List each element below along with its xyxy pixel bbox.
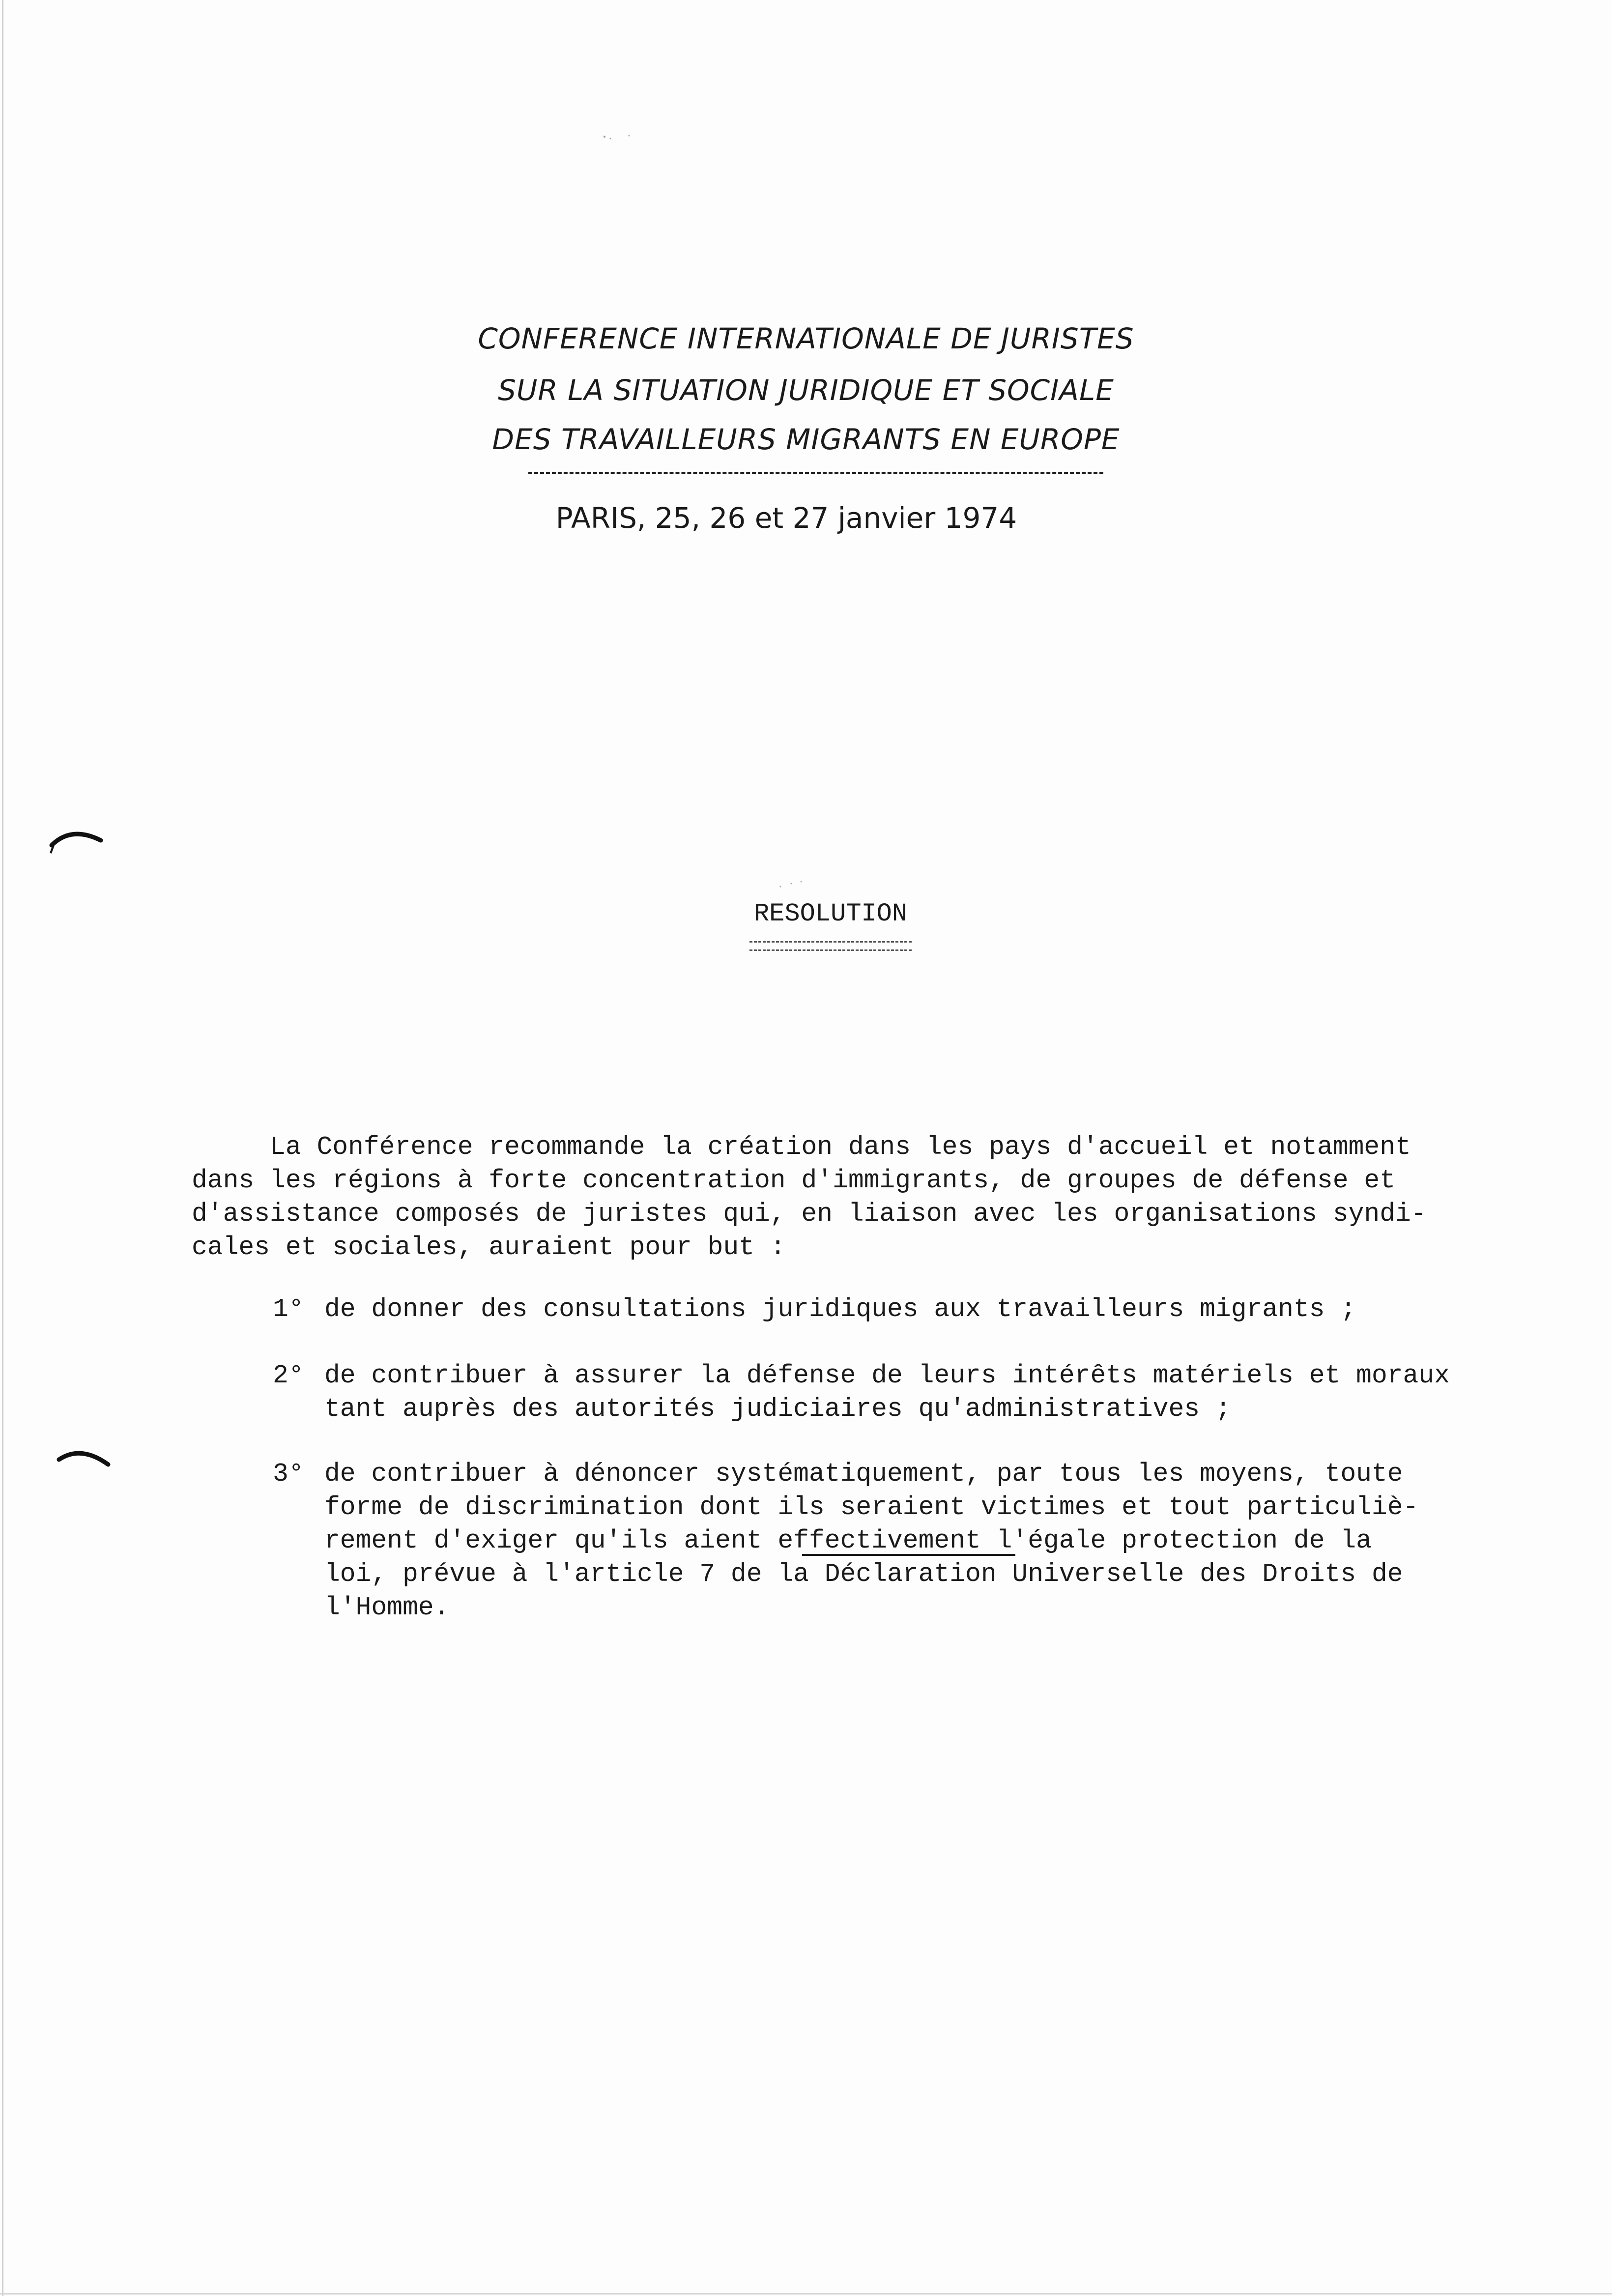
punch-hole-mark (47, 826, 106, 855)
list-item-text: de contribuer à dénoncer systématiquement, par tous les moyens, toute forme de discrimination dont ils seraient victimes et tout particuliè- rement d'exiger qu'ils aient effectivement l'égale protection de la loi, prévue à l'article 7 de la Déclaration Universelle des Droits de l'Homme. (324, 1459, 1419, 1622)
resolution-heading: RESOLUTION (753, 899, 908, 928)
scan-left-edge (2, 0, 3, 2296)
list-item-number: 2° (273, 1361, 304, 1390)
conference-title-line-2: SUR LA SITUATION JURIDIQUE ET SOCIALE (498, 373, 1114, 407)
header-dashed-rule (528, 472, 1103, 474)
scan-bottom-edge (0, 2293, 1612, 2295)
scan-specks (777, 880, 806, 890)
list-item-number: 3° (273, 1459, 304, 1489)
intro-paragraph: La Conférence recommande la création dans les pays d'accueil et notamment dans les régions à forte concentration d'immigrants, de groupes de défense et d'assistance composés de juristes qui, en liaison avec les organisations syndi- cales et sociales, auraient pour but : (192, 1132, 1427, 1262)
list-item-number: 1° (273, 1294, 304, 1324)
conference-title-line-1: CONFERENCE INTERNATIONALE DE JURISTES (478, 322, 1134, 355)
conference-title-line-3: DES TRAVAILLEURS MIGRANTS EN EUROPE (492, 423, 1120, 456)
list-item-text: de donner des consultations juridiques aux travailleurs migrants ; (324, 1294, 1356, 1324)
punch-hole-mark (54, 1445, 113, 1474)
list-item-text: de contribuer à assurer la défense de leurs intérêts matériels et moraux tant auprès des autorités judiciaires qu'administratives ; (324, 1361, 1450, 1424)
resolution-double-underline (749, 941, 912, 951)
conference-date: PARIS, 25, 26 et 27 janvier 1974 (555, 501, 1017, 535)
emphasis-underline (802, 1554, 1015, 1556)
scan-specks (600, 133, 639, 143)
